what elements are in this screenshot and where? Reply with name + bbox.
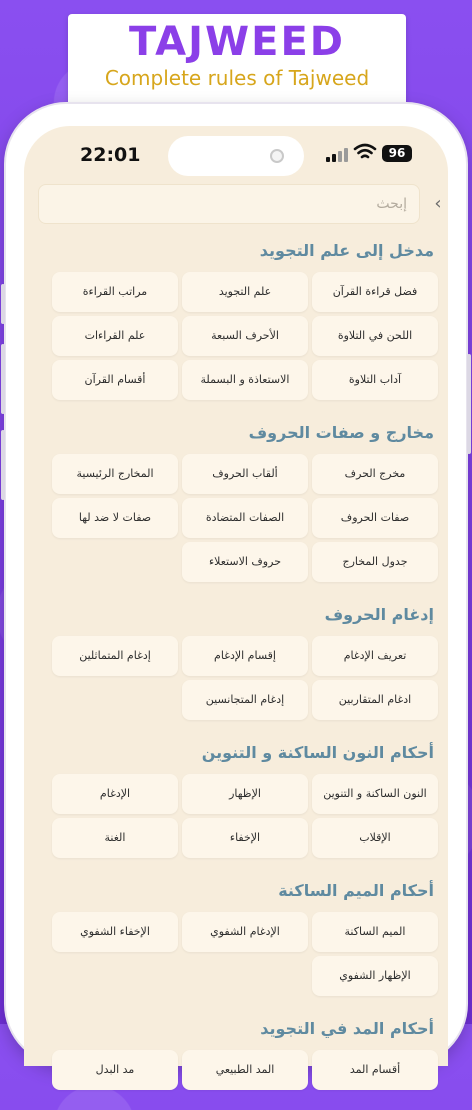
- topic-button[interactable]: حروف الاستعلاء: [182, 542, 308, 582]
- topic-button[interactable]: تعريف الإدغام: [312, 636, 438, 676]
- section-meem-sakinah: [24, 878, 448, 996]
- topic-grid: [38, 454, 438, 582]
- search-input[interactable]: [38, 184, 420, 224]
- topic-button[interactable]: مد البدل: [52, 1050, 178, 1090]
- topic-button[interactable]: مراتب القراءة: [52, 272, 178, 312]
- promo-banner: [68, 14, 406, 112]
- topic-button[interactable]: مخرج الحرف: [312, 454, 438, 494]
- topic-button[interactable]: الصفات المتضادة: [182, 498, 308, 538]
- topic-button[interactable]: المخارج الرئيسية: [52, 454, 178, 494]
- topic-button[interactable]: صفات لا ضد لها: [52, 498, 178, 538]
- topic-button[interactable]: الإظهار الشفوي: [312, 956, 438, 996]
- app-screen: [24, 126, 448, 1076]
- camera-icon: [270, 149, 284, 163]
- topic-button[interactable]: صفات الحروف: [312, 498, 438, 538]
- battery-indicator: 96: [382, 145, 412, 162]
- topic-button[interactable]: الإدغام: [52, 774, 178, 814]
- topic-grid: [38, 912, 438, 996]
- topic-button[interactable]: إدغام المتجانسين: [182, 680, 308, 720]
- topic-button[interactable]: فضل قراءة القرآن: [312, 272, 438, 312]
- section-title: أحكام النون الساكنة و التنوين: [201, 743, 434, 762]
- section-idgham: [24, 602, 448, 720]
- chevron-left-icon[interactable]: ‹: [434, 193, 442, 214]
- topic-grid: [38, 636, 438, 720]
- topic-button[interactable]: المد الطبيعي: [182, 1050, 308, 1090]
- topic-button[interactable]: الاستعاذة و البسملة: [182, 360, 308, 400]
- section-title: مخارج و صفات الحروف: [248, 423, 434, 442]
- topic-button[interactable]: علم القراءات: [52, 316, 178, 356]
- topic-button[interactable]: أقسام القرآن: [52, 360, 178, 400]
- section-makharij: [24, 420, 448, 582]
- phone-side-button: [467, 354, 471, 454]
- phone-side-button: [1, 284, 5, 324]
- topic-button[interactable]: إدغام المتماثلين: [52, 636, 178, 676]
- topic-button[interactable]: الميم الساكنة: [312, 912, 438, 952]
- phone-side-button: [1, 430, 5, 500]
- section-title: مدخل إلى علم التجويد: [259, 241, 434, 260]
- section-madd: [24, 1016, 448, 1090]
- topic-button[interactable]: ألقاب الحروف: [182, 454, 308, 494]
- topic-grid: [38, 272, 438, 400]
- topic-button[interactable]: آداب التلاوة: [312, 360, 438, 400]
- topics-list: [24, 238, 448, 1110]
- topic-button[interactable]: الأحرف السبعة: [182, 316, 308, 356]
- wifi-icon: [354, 143, 376, 161]
- topic-grid: [38, 774, 438, 858]
- banner-title: TAJWEED: [129, 19, 345, 65]
- topic-button[interactable]: النون الساكنة و التنوين: [312, 774, 438, 814]
- topic-button[interactable]: إقسام الإدغام: [182, 636, 308, 676]
- section-noon-sakinah: [24, 740, 448, 858]
- section-title: أحكام المد في التجويد: [260, 1019, 434, 1038]
- banner-subtitle: Complete rules of Tajweed: [104, 66, 370, 90]
- topic-button[interactable]: الإخفاء: [182, 818, 308, 858]
- topic-button[interactable]: أقسام المد: [312, 1050, 438, 1090]
- status-time: 22:01: [80, 144, 141, 166]
- section-intro: [24, 238, 448, 400]
- topic-button[interactable]: الإظهار: [182, 774, 308, 814]
- search-bar: [24, 184, 448, 224]
- topic-button[interactable]: علم التجويد: [182, 272, 308, 312]
- topic-button[interactable]: الغنة: [52, 818, 178, 858]
- topic-button[interactable]: جدول المخارج: [312, 542, 438, 582]
- topic-button[interactable]: الإقلاب: [312, 818, 438, 858]
- status-bar: [24, 126, 448, 182]
- topic-button[interactable]: اللحن في التلاوة: [312, 316, 438, 356]
- cellular-signal-icon: [326, 146, 348, 162]
- topic-button[interactable]: الإدغام الشفوي: [182, 912, 308, 952]
- section-title: إدغام الحروف: [324, 605, 434, 624]
- dynamic-island: [168, 136, 304, 176]
- topic-button[interactable]: ادغام المتقاربين: [312, 680, 438, 720]
- phone-side-button: [1, 344, 5, 414]
- phone-frame: [6, 104, 466, 1076]
- section-title: أحكام الميم الساكنة: [278, 881, 434, 900]
- topic-button[interactable]: الإخفاء الشفوي: [52, 912, 178, 952]
- topic-grid: [38, 1050, 438, 1090]
